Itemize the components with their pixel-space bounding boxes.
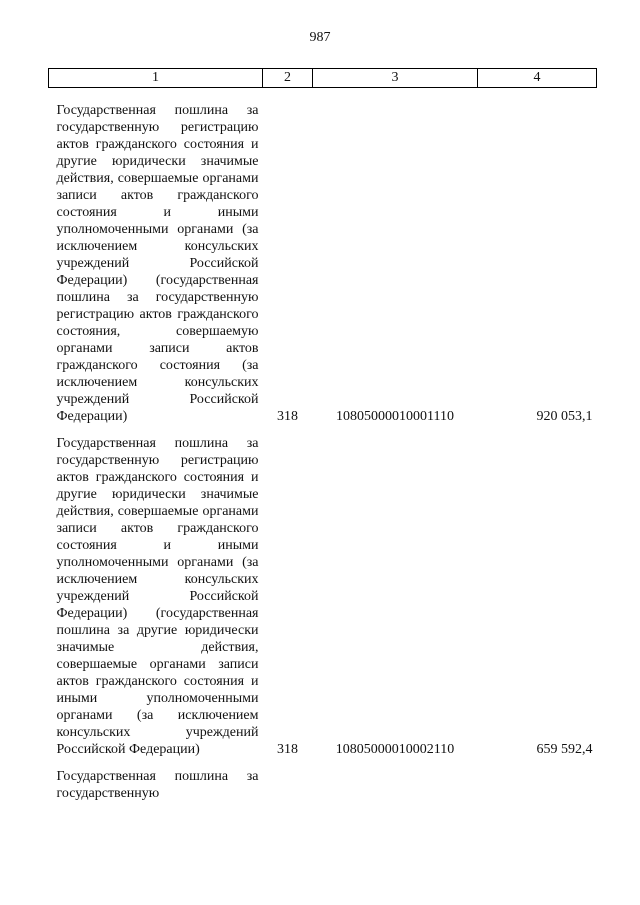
budget-revenue-table bbox=[48, 68, 597, 802]
revenue-code-cell: 10805000010001110 bbox=[336, 409, 454, 424]
row-spacer bbox=[49, 425, 597, 435]
revenue-code-cell bbox=[313, 768, 478, 802]
amount-cell bbox=[478, 768, 597, 802]
page-number: 987 bbox=[309, 30, 331, 45]
revenue-name-cell: Государственная пошлина за государственную регистрацию актов гражданского состояния и другие юридически значимые действия, совершаемые органами записи актов гражданского состояния и иными уполномоченными органами (за исключением консульских учреждений Российской Федерации) (государственная пошлина за другие юридически значимые действия, совершаемые органами записи актов гражданского состояния и иными уполномоченными органами (за исключением консульских учреждений Российской Федерации) bbox=[56, 436, 259, 757]
column-header-3: 3 bbox=[313, 69, 478, 88]
table-row bbox=[49, 768, 597, 802]
revenue-name-cell: Государственная пошлина за государственную bbox=[56, 769, 259, 801]
row-spacer bbox=[49, 758, 597, 768]
column-header-2: 2 bbox=[263, 69, 313, 88]
column-header-4: 4 bbox=[478, 69, 597, 88]
table-row bbox=[49, 435, 597, 758]
administrator-code-cell: 318 bbox=[277, 742, 298, 757]
table-header-row bbox=[49, 69, 597, 88]
revenue-code-cell: 10805000010002110 bbox=[335, 742, 455, 757]
amount-cell: 920 053,1 bbox=[536, 409, 593, 424]
table-row bbox=[49, 88, 597, 426]
amount-cell: 659 592,4 bbox=[536, 742, 593, 757]
administrator-code-cell: 318 bbox=[277, 409, 298, 424]
column-header-1: 1 bbox=[49, 69, 263, 88]
administrator-code-cell bbox=[263, 768, 313, 802]
revenue-name-cell: Государственная пошлина за государственную регистрацию актов гражданского состояния и другие юридически значимые действия, совершаемые органами записи актов гражданского состояния и иными уполномоченными органами (за исключением консульских учреждений Российской Федерации) (государственная пошлина за государственную регистрацию актов гражданского состояния, совершаемую органами записи актов гражданского состояния (за исключением консульских учреждений Российской Федерации) bbox=[56, 103, 259, 424]
